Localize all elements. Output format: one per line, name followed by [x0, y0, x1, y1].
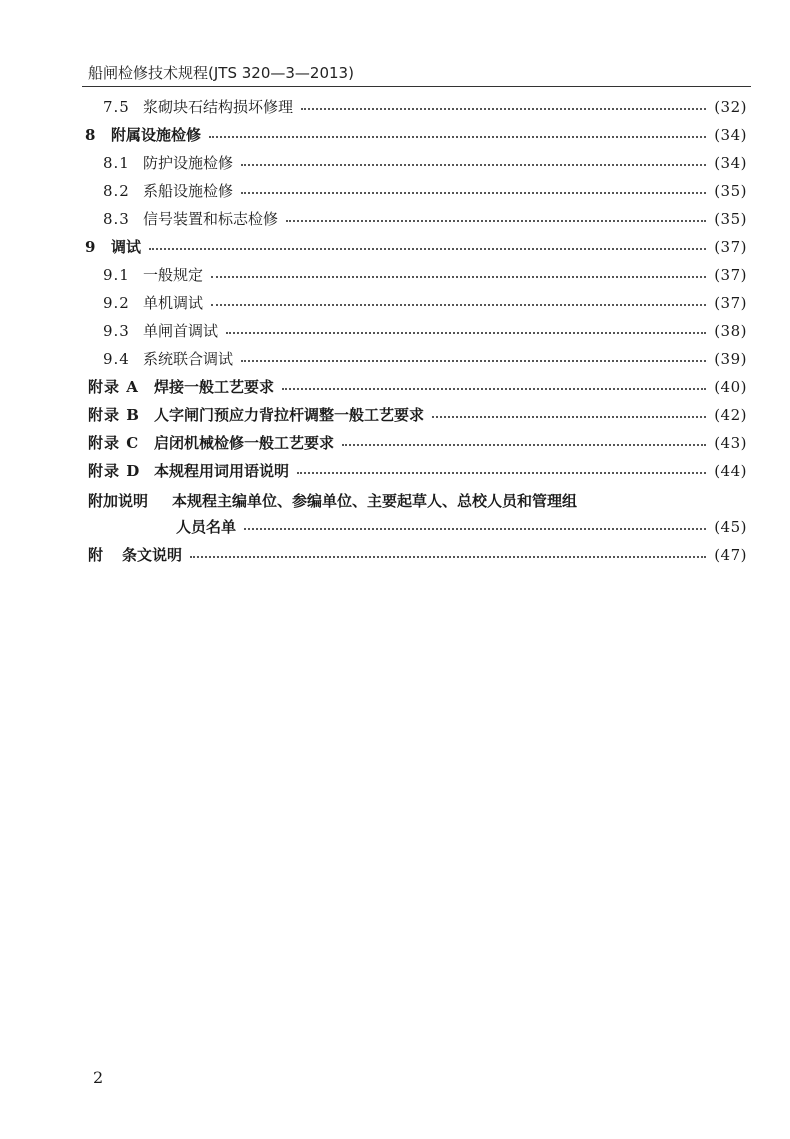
- toc-entry-number: 7.5: [103, 98, 130, 116]
- dot-leader: [211, 276, 706, 278]
- dot-leader: [301, 108, 706, 110]
- toc-entry-title-cont: 人员名单: [176, 518, 237, 536]
- toc-entry[interactable]: [88, 460, 747, 486]
- dot-leader: [282, 388, 706, 390]
- dot-leader: [244, 528, 706, 530]
- page-number: 2: [93, 1068, 104, 1087]
- toc-entry-page: (37): [714, 266, 747, 284]
- toc-entry-number: 8.3: [103, 210, 130, 228]
- toc-entry[interactable]: [103, 208, 747, 234]
- dot-leader: [211, 304, 706, 306]
- toc-entry-title: 本规程主编单位、参编单位、主要起草人、总校人员和管理组: [172, 492, 578, 510]
- toc-entry[interactable]: [103, 152, 747, 178]
- toc-entry-appendix-note-cont[interactable]: [176, 516, 747, 542]
- toc-entry[interactable]: [103, 320, 747, 346]
- toc-entry-number: 附: [88, 546, 105, 564]
- toc-entry-title: 焊接一般工艺要求: [154, 378, 275, 396]
- toc-entry-page: (34): [714, 154, 747, 172]
- toc-entry-title: 单闸首调试: [143, 322, 219, 340]
- dot-leader: [432, 416, 706, 418]
- dot-leader: [241, 192, 706, 194]
- toc-entry-number: 9: [85, 238, 97, 256]
- toc-entry-title: 调试: [111, 238, 142, 256]
- toc-entry[interactable]: [103, 96, 747, 122]
- toc-entry-number: 附加说明: [88, 492, 149, 510]
- dot-leader: [226, 332, 706, 334]
- dot-leader: [286, 220, 706, 222]
- toc-entry-number: 8: [85, 126, 97, 144]
- toc-entry-page: (39): [714, 350, 747, 368]
- toc-entry-title: 浆砌块石结构损坏修理: [143, 98, 294, 116]
- toc-entry[interactable]: [85, 236, 747, 262]
- dot-leader: [342, 444, 706, 446]
- toc-entry-clauses[interactable]: [88, 544, 747, 570]
- toc-entry-number: 9.4: [103, 350, 130, 368]
- dot-leader: [149, 248, 706, 250]
- toc-entry-page: (45): [714, 518, 747, 536]
- toc-entry-title: 一般规定: [143, 266, 204, 284]
- toc-entry-number: 附录 C: [88, 434, 140, 452]
- dot-leader: [297, 472, 706, 474]
- toc-entry-number: 9.3: [103, 322, 130, 340]
- toc-entry-title: 人字闸门预应力背拉杆调整一般工艺要求: [154, 406, 425, 424]
- header-rule: [82, 86, 751, 87]
- toc-entry-page: (44): [714, 462, 747, 480]
- toc-entry[interactable]: [103, 180, 747, 206]
- toc-entry-title: 附属设施检修: [111, 126, 202, 144]
- toc-entry-page: (37): [714, 238, 747, 256]
- toc-entry-title: 信号装置和标志检修: [143, 210, 279, 228]
- toc-entry[interactable]: [103, 292, 747, 318]
- dot-leader: [241, 164, 706, 166]
- toc-entry-title: 条文说明: [122, 546, 183, 564]
- toc-entry-page: (42): [714, 406, 747, 424]
- toc-entry[interactable]: [85, 124, 747, 150]
- toc-entry-title: 单机调试: [143, 294, 204, 312]
- toc-entry[interactable]: [103, 264, 747, 290]
- toc-entry-title: 防护设施检修: [143, 154, 234, 172]
- toc-entry-page: (34): [714, 126, 747, 144]
- toc-entry[interactable]: [88, 376, 747, 402]
- dot-leader: [209, 136, 706, 138]
- toc-entry-page: (47): [714, 546, 747, 564]
- toc-entry-number: 9.1: [103, 266, 130, 284]
- toc-entry-page: (35): [714, 210, 747, 228]
- toc-entry-page: (35): [714, 182, 747, 200]
- toc-entry[interactable]: [103, 348, 747, 374]
- toc-entry-title: 本规程用词用语说明: [154, 462, 290, 480]
- dot-leader: [241, 360, 706, 362]
- dot-leader: [190, 556, 706, 558]
- toc-entry-title: 系统联合调试: [143, 350, 234, 368]
- toc-entry-title: 系船设施检修: [143, 182, 234, 200]
- toc-entry-number: 附录 B: [88, 406, 140, 424]
- running-header: 船闸检修技术规程(JTS 320—3—2013): [88, 64, 354, 82]
- toc-entry[interactable]: [88, 432, 747, 458]
- toc-entry-page: (43): [714, 434, 747, 452]
- toc-entry-number: 附录 D: [88, 462, 141, 480]
- toc-entry-page: (40): [714, 378, 747, 396]
- toc-entry-number: 附录 A: [88, 378, 139, 396]
- toc-entry-number: 8.1: [103, 154, 130, 172]
- toc-entry[interactable]: [88, 404, 747, 430]
- toc-entry-page: (37): [714, 294, 747, 312]
- toc-entry-page: (32): [714, 98, 747, 116]
- toc-entry-number: 9.2: [103, 294, 130, 312]
- toc-entry-title: 启闭机械检修一般工艺要求: [154, 434, 335, 452]
- toc-entry-appendix-note[interactable]: [88, 490, 577, 511]
- toc-entry-page: (38): [714, 322, 747, 340]
- toc-entry-number: 8.2: [103, 182, 130, 200]
